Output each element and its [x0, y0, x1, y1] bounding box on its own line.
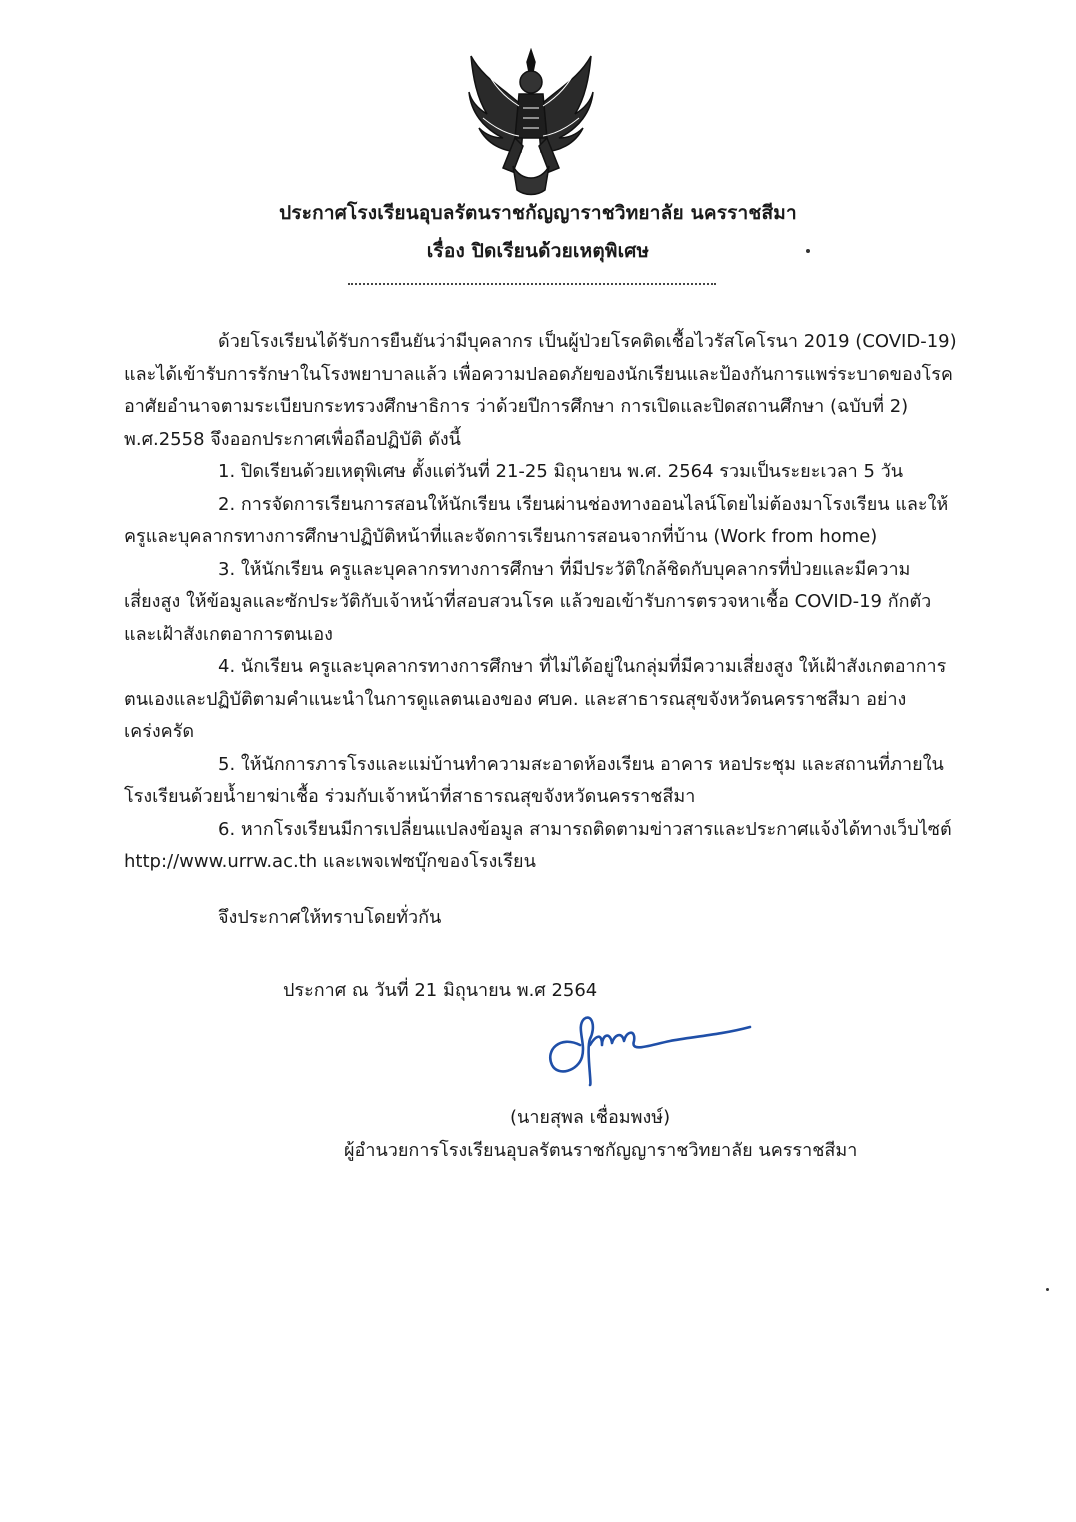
announcement-subject: เรื่อง ปิดเรียนด้วยเหตุพิเศษ	[426, 240, 650, 262]
paragraph-line: อาศัยอำนาจตามระเบียบกระทรวงศึกษาธิการ ว่าด้วยปีการศึกษา การเปิดและปิดสถานศึกษา (ฉบับที่ 2)	[124, 396, 909, 417]
garuda-emblem-icon	[463, 48, 599, 198]
website-link-line: http://www.urrw.ac.th และเพจเฟซบุ๊กของโรงเรียน	[124, 851, 536, 872]
paragraph-line: ด้วยโรงเรียนได้รับการยืนยันว่ามีบุคลากร เป็นผู้ป่วยโรคติดเชื้อไวรัสโคโรนา 2019 (COVID-19)	[218, 331, 957, 352]
announcement-title: ประกาศโรงเรียนอุบลรัตนราชกัญญาราชวิทยาลัย นครราชสีมา	[279, 202, 797, 224]
signer-position: ผู้อำนวยการโรงเรียนอุบลรัตนราชกัญญาราชวิทยาลัย นครราชสีมา	[344, 1140, 858, 1161]
list-item-line: 5. ให้นักการภารโรงและแม่บ้านทำความสะอาดห้องเรียน อาคาร หอประชุม และสถานที่ภายใน	[218, 753, 944, 775]
scan-speck	[806, 249, 810, 253]
announcement-date: ประกาศ ณ วันที่ 21 มิถุนายน พ.ศ 2564	[283, 980, 598, 1001]
list-item-line: 1. ปิดเรียนด้วยเหตุพิเศษ ตั้งแต่วันที่ 21-25 มิถุนายน พ.ศ. 2564 รวมเป็นระยะเวลา 5 วัน	[218, 461, 904, 482]
list-item-line: 2. การจัดการเรียนการสอนให้นักเรียน เรียนผ่านช่องทางออนไลน์โดยไม่ต้องมาโรงเรียน และให้	[218, 493, 949, 515]
list-item-line: ครูและบุคลากรทางการศึกษาปฏิบัติหน้าที่และจัดการเรียนการสอนจากที่บ้าน (Work from home)	[124, 526, 878, 547]
handwritten-signature-icon	[540, 1005, 760, 1090]
paragraph-line: พ.ศ.2558 จึงออกประกาศเพื่อถือปฏิบัติ ดังนี้	[124, 428, 461, 450]
list-item-line: 4. นักเรียน ครูและบุคลากรทางการศึกษา ที่ไม่ได้อยู่ในกลุ่มที่มีความเสี่ยงสูง ให้เฝ้าสังเกตอาการ	[218, 656, 947, 677]
measures-list	[124, 456, 952, 879]
signer-name: (นายสุพล เชื่อมพงษ์)	[510, 1107, 671, 1128]
list-item-line: 6. หากโรงเรียนมีการเปลี่ยนแปลงข้อมูล สามารถติดตามข่าวสารและประกาศแจ้งได้ทางเว็บไซต์	[218, 818, 952, 840]
intro-paragraph	[124, 326, 957, 456]
list-item-line: ตนเองและปฏิบัติตามคำแนะนำในการดูแลตนเองของ ศบค. และสาธารณสุขจังหวัดนครราชสีมา อย่าง	[124, 688, 907, 710]
list-item-line: และเฝ้าสังเกตอาการตนเอง	[124, 623, 333, 645]
list-item-line: เคร่งครัด	[124, 721, 195, 742]
list-item-line: 3. ให้นักเรียน ครูและบุคลากรทางการศึกษา ที่มีประวัติใกล้ชิดกับบุคลากรที่ป่วยและมีความ	[218, 558, 911, 580]
dotted-divider	[348, 283, 716, 285]
paragraph-line: และได้เข้ารับการรักษาในโรงพยาบาลแล้ว เพื่อความปลอดภัยของนักเรียนและป้องกันการแพร่ระบาดของโรค	[124, 363, 953, 385]
list-item-line: โรงเรียนด้วยน้ำยาฆ่าเชื้อ ร่วมกับเจ้าหน้าที่สาธารณสุขจังหวัดนครราชสีมา	[124, 786, 696, 807]
list-item-line: เสี่ยงสูง ให้ข้อมูลและซักประวัติกับเจ้าหน้าที่สอบสวนโรค แล้วขอเข้ารับการตรวจหาเชื้อ COVID-19 กักตัว	[124, 591, 932, 612]
scan-speck	[1046, 1288, 1049, 1291]
closing-statement: จึงประกาศให้ทราบโดยทั่วกัน	[218, 907, 442, 928]
